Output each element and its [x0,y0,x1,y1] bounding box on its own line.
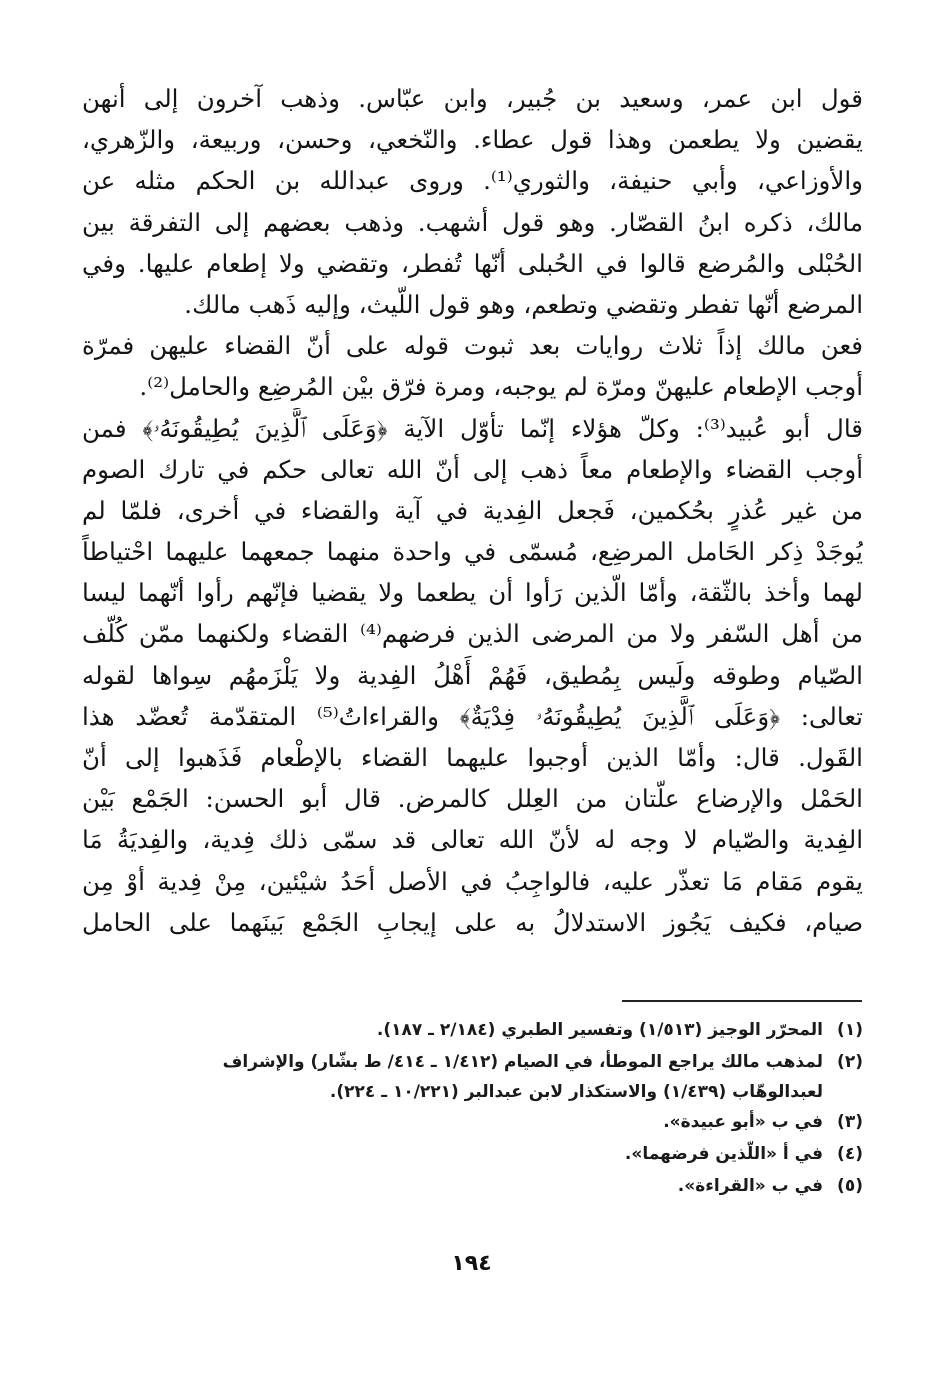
footnote-1 [82,1014,863,1046]
text-line: قول ابن عمر، وسعيد بن جُبير، وابن عبّاس. وذهب آخرون إلى أنهن [82,84,863,113]
footnote-number: (٥) [837,1176,863,1196]
footnote-number: (٤) [837,1144,863,1164]
text-line: الفِدية والصّيام لا وجه له لأنّ الله تعالى قد سمّى ذلك فِدية، والفِديَةُ مَا [82,825,863,855]
footnote-text: في ب «القراءة». [677,1176,823,1196]
text-line: والأوزاعي، وأبي حنيفة، والثوري⁽¹⁾. وروى عبدالله بن الحكم مثله عن [82,166,863,196]
text-line: الصّيام وطوقه ولَيس بِمُطيق، فَهُمْ أَهْلُ الفِدية ولا يَلْزَمهُم سِواها لقوله [82,660,863,690]
text-line: تعالى: ﴿وَعَلَى ٱلَّذِينَ يُطِيقُونَهُۥ فِدْيَةٌ﴾ والقراءاتُ⁽⁵⁾ المتقدّمة تُعضّد هذا [82,701,863,731]
footnote-number: (٣) [837,1112,863,1132]
text-line: يقضين ولا يطعمن وهذا قول عطاء. والنّخعي، وحسن، وربيعة، والزّهري، [82,125,863,155]
footnote-text: المحرّر الوجيز (١/٥١٣) وتفسير الطبري (٢/١٨٤ ـ ١٨٧). [376,1020,823,1040]
footnotes-section [82,1014,863,1202]
text-line: مالك، ذكره ابنُ القصّار. وهو قول أشهب. وذهب بعضهم إلى التفرقة بين [82,207,863,237]
text-line: أوجب الإطعام عليهنّ ومرّة لم يوجبه، ومرة فرّق بيْن المُرضِع والحامل⁽²⁾. [139,372,863,402]
text-line: يُوجَدْ ذِكر الحَامل المرضِع، مُسمّى في واحدة منهما جمعهما عليهما احْتياطاً [82,537,863,567]
text-line: يقوم مَقام مَا تعذّر عليه، فالواجِبُ في الأصل أحَدُ شيْئين، مِنْ فِدية أوْ مِن [82,866,863,896]
text-line: المرضع أنّها تفطر وتقضي وتطعم، وهو قول اللّيث، وإليه ذَهب مالك. [184,289,863,319]
main-text-block [82,78,863,943]
footnote-number: (٢) [837,1052,863,1072]
footnote-separator [622,1000,862,1002]
text-line: الحُبْلى والمُرضع قالوا في الحُبلى أنّها تُفطر، وتقضي ولا إطعام عليها. وفي [82,248,863,278]
footnote-text: في ب «أبو عبيدة». [663,1112,823,1132]
text-line: أوجب القضاء والإطعام معاً ذهب إلى أنّ الله تعالى حكم في تارك الصوم [82,454,863,484]
footnote-2 [82,1046,863,1078]
text-line: القَول. قال: وأمّا الذين أوجبوا عليهما القضاء بالإطْعام فَذَهبوا إلى أنّ [82,743,863,772]
footnote-3 [82,1106,863,1138]
footnote-5 [82,1170,863,1202]
text-line: لهما وأخذ بالثّقة، وأمّا الّذين رَأوا أن يطعما ولا يقضيا فإنّهم رأوا أنّهما ليسا [82,578,863,608]
text-line: الحَمْل والإرضاع علّتان من العِلل كالمرض. قال أبو الحسن: الجَمْع بَيْن [82,784,863,814]
footnote-text: في أ «اللّذين فرضهما». [624,1144,823,1164]
text-line: قال أبو عُبيد⁽³⁾: وكلّ هؤلاء إنّما تأوّل الآية ﴿وَعَلَى ٱلَّذِينَ يُطِيقُونَهُۥ﴾ فمن [82,413,863,443]
text-line: فعن مالك إذاً ثلاث روايات بعد ثبوت قوله على أنّ القضاء عليهن فمرّة [82,331,863,361]
text-line: من غير عُذرٍ بحُكمين، فَجعل الفِدية في آية والقضاء في أخرى، فلمّا لم [82,495,863,525]
text-line: صيام، فكيف يَجُوز الاستدلالُ به على إيجابِ الجَمْع بَينَهما على الحامل [82,907,863,937]
footnote-4 [82,1138,863,1170]
text-line: من أهل السّفر ولا من المرضى الذين فرضهم⁽⁴⁾ القضاء ولكنهما ممّن كُلّف [82,619,863,649]
page-number: ١٩٤ [451,1251,492,1276]
footnote-2-continuation: لعبدالوهّاب (١/٤٣٩) والاستكذار لابن عبدالبر (١٠/٢٢١ ـ ٢٢٤). [329,1082,823,1102]
footnote-text: لمذهب مالك يراجع الموطأ، في الصيام (١/٤١٢ ـ ٤١٤/ ط بشّار) والإشراف [222,1052,823,1072]
footnote-number: (١) [837,1020,863,1040]
